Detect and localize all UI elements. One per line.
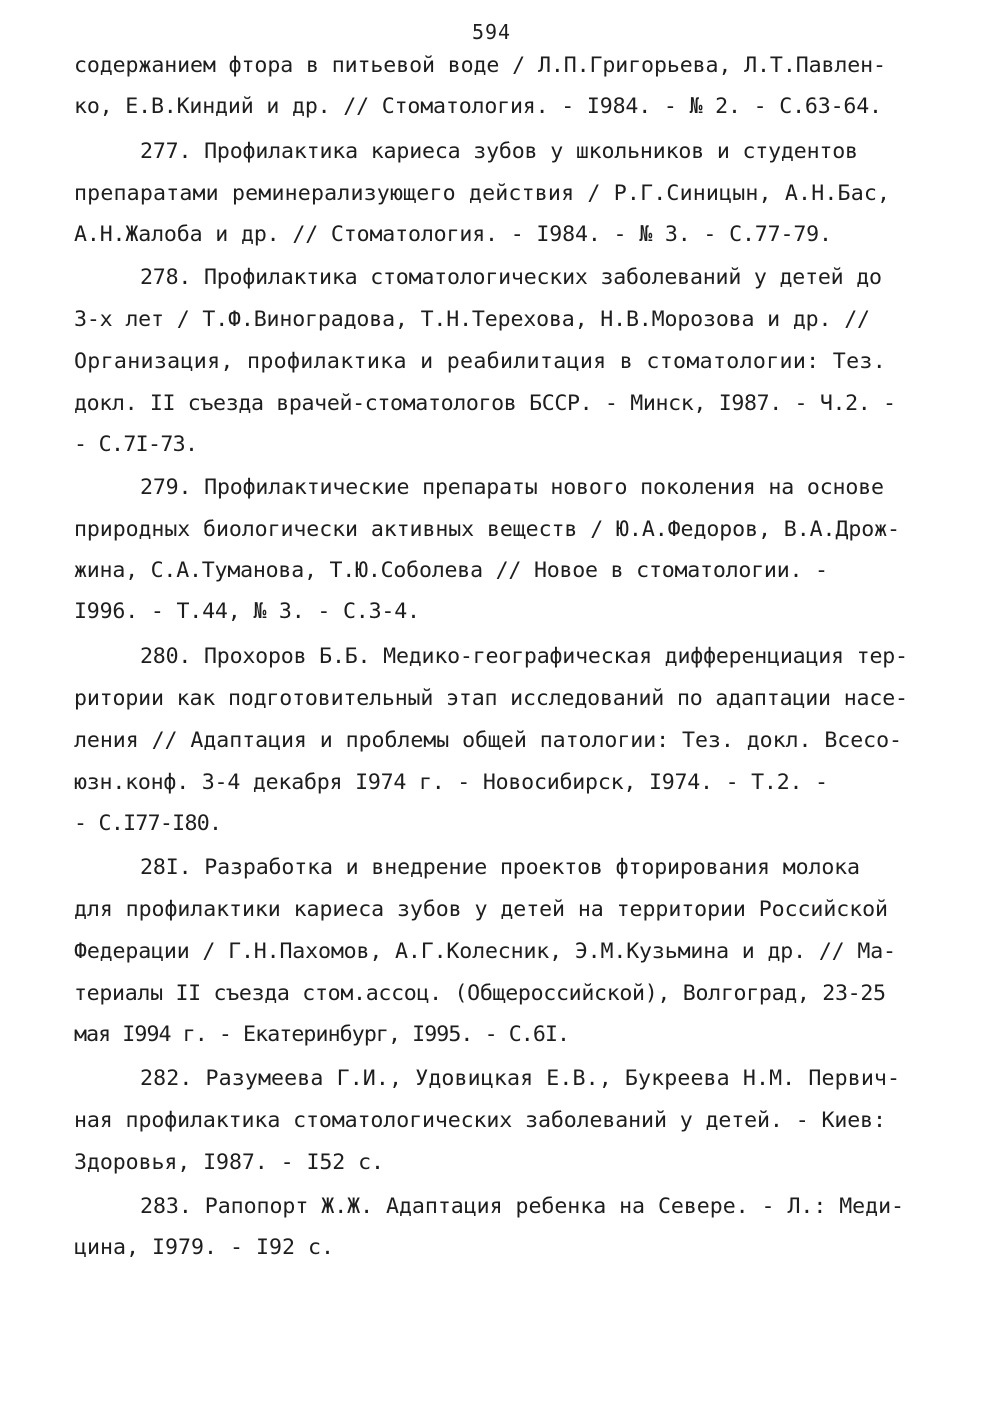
text-line: 279. Профилактические препараты нового поколения на основе — [140, 475, 884, 500]
text-line: 278. Профилактика стоматологических заболеваний у детей до — [140, 265, 882, 290]
text-line: - С.7I-73. — [74, 432, 198, 457]
text-line: природных биологически активных веществ / Ю.А.Федоров, В.А.Дрож- — [74, 517, 900, 542]
text-line: - С.I77-I80. — [74, 811, 222, 836]
text-line: ритории как подготовительный этап исследований по адаптации насе- — [74, 686, 908, 711]
text-line: 3-х лет / Т.Ф.Виноградова, Т.Н.Терехова, Н.В.Морозова и др. // — [74, 307, 870, 332]
page-number: 594 — [471, 20, 512, 44]
text-line: Организация, профилактика и реабилитация в стоматологии: Тез. — [74, 349, 887, 374]
text-line: жина, С.А.Туманова, Т.Ю.Соболева // Новое в стоматологии. - — [74, 558, 828, 583]
text-line: 280. Прохоров Б.Б. Медико-географическая дифференциация тер- — [140, 644, 908, 669]
text-line: А.Н.Жалоба и др. // Стоматология. - I984. - № 3. - С.77-79. — [74, 222, 832, 247]
text-line: 283. Рапопорт Ж.Ж. Адаптация ребенка на Севере. - Л.: Меди- — [140, 1194, 904, 1219]
text-line: ко, Е.В.Киндий и др. // Стоматология. - I984. - № 2. - С.63-64. — [74, 94, 882, 119]
text-line: докл. II съезда врачей-стоматологов БССР. - Минск, I987. - Ч.2. - — [74, 391, 896, 416]
text-line: Здоровья, I987. - I52 с. — [74, 1150, 384, 1175]
text-line: цина, I979. - I92 с. — [74, 1235, 335, 1260]
text-line: содержанием фтора в питьевой воде / Л.П.Григорьева, Л.Т.Павлен- — [74, 53, 886, 78]
text-line: мая I994 г. - Екатеринбург, I995. - С.6I. — [74, 1022, 570, 1047]
text-line: I996. - Т.44, № 3. - С.3-4. — [74, 599, 420, 624]
text-line: 28I. Разработка и внедрение проектов фторирования молока — [140, 855, 860, 880]
text-line: 282. Разумеева Г.И., Удовицкая Е.В., Букреева Н.М. Первич- — [140, 1066, 901, 1091]
text-line: юзн.конф. 3-4 декабря I974 г. - Новосибирск, I974. - Т.2. - — [74, 770, 828, 795]
text-line: препаратами реминерализующего действия / Р.Г.Синицын, А.Н.Бас, — [74, 181, 891, 206]
text-line: Федерации / Г.Н.Пахомов, А.Г.Колесник, Э.М.Кузьмина и др. // Ма- — [74, 939, 896, 964]
text-line: 277. Профилактика кариеса зубов у школьников и студентов — [140, 139, 858, 164]
text-line: ная профилактика стоматологических заболеваний у детей. - Киев: — [74, 1108, 886, 1133]
text-line: териалы II съезда стом.ассоц. (Общероссийской), Волгоград, 23-25 — [74, 981, 886, 1006]
text-line: для профилактики кариеса зубов у детей на территории Российской — [74, 897, 888, 922]
text-line: ления // Адаптация и проблемы общей патологии: Тез. докл. Всесо- — [74, 728, 902, 753]
